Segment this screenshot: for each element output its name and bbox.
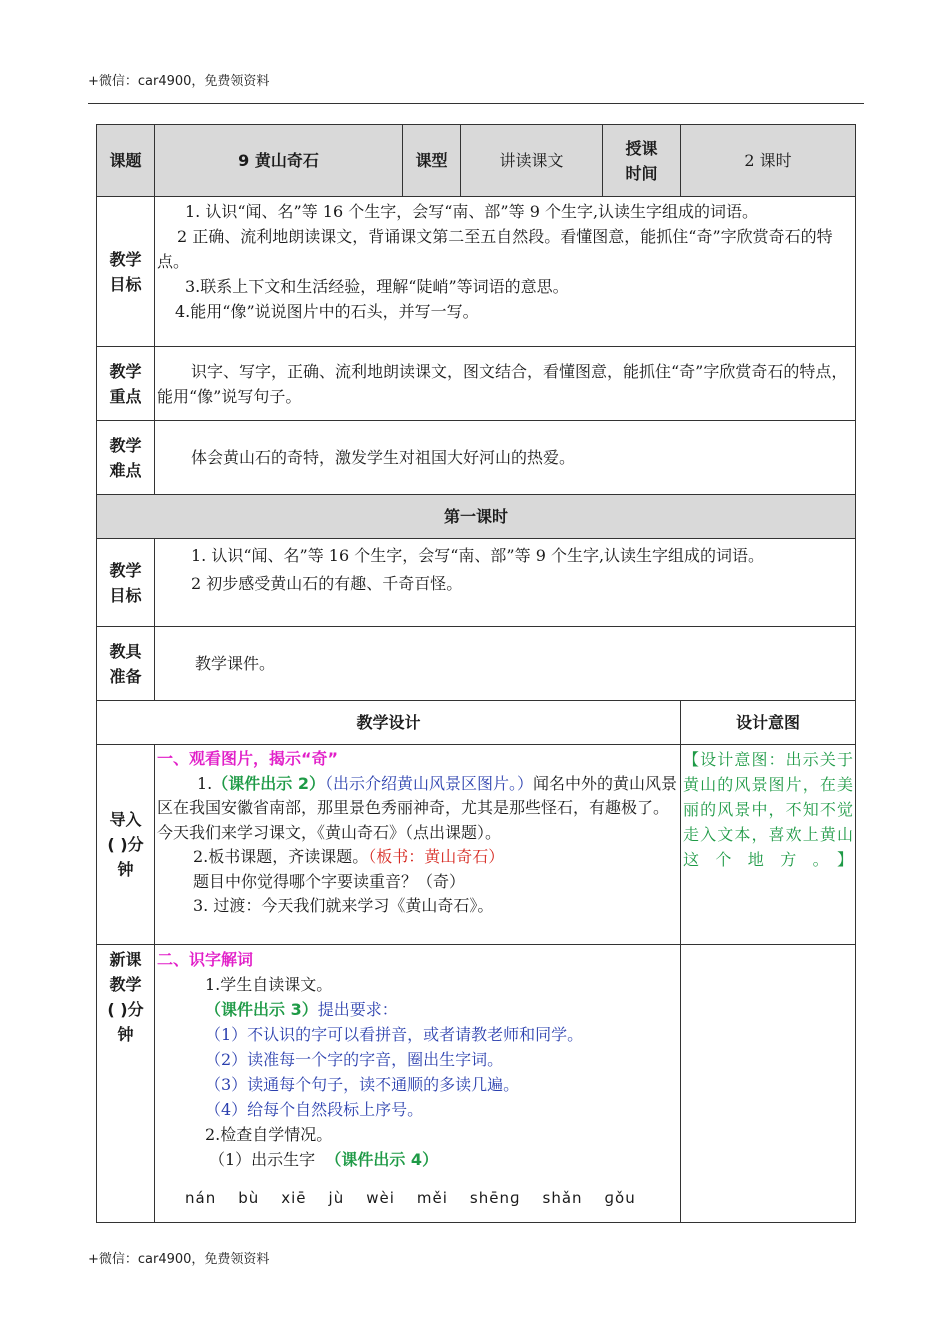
new-lesson-content	[155, 945, 681, 1223]
goals-label	[97, 197, 155, 347]
lesson1-goals-label-line1: 教学	[109, 560, 142, 580]
key-points-content	[155, 347, 856, 421]
intro-label-line3: 钟	[117, 860, 134, 879]
lesson1-goals-label	[97, 539, 155, 627]
intro-paragraph-2	[157, 845, 678, 870]
tools-label	[97, 627, 155, 701]
pinyin-item: bù	[238, 1189, 260, 1207]
new-lesson-label	[97, 945, 155, 1223]
key-points-text: 识字、写字，正确、流利地朗读课文，图文结合，看懂图意，能抓住“奇”字欣赏奇石的特点，能用“像”说写句子。	[157, 361, 848, 406]
pinyin-item: shǎn	[542, 1189, 583, 1207]
pinyin-item: ɡǒu	[604, 1189, 636, 1207]
new-lesson-step-2	[157, 997, 678, 1022]
requirement-item: （1）不认识的字可以看拼音，或者请教老师和同学。	[205, 1025, 584, 1044]
pinyin-row	[157, 1186, 678, 1211]
lesson1-goal-line: 2 初步感受黄山石的有趣、千奇百怪。	[191, 574, 463, 593]
new-lesson-label-line1: 新课	[109, 950, 142, 969]
difficulties-content	[155, 421, 856, 495]
requirement-item: （3）读通每个句子，读不通顺的多读几遍。	[205, 1075, 520, 1094]
page-footer-text: +微信：car4900，免费领资料	[88, 1252, 270, 1267]
lesson1-goal-line: 1. 认识“闻、名”等 16 个生字，会写“南、部”等 9 个生字,认读生字组成的词语。	[191, 546, 765, 565]
intro-content	[155, 745, 681, 945]
pinyin-item: jù	[328, 1189, 345, 1207]
goals-label-line2: 目标	[109, 274, 142, 294]
intro-label-line2: ( )分	[107, 835, 144, 854]
goal-line: 1. 认识“闻、名”等 16 个生字，会写“南、部”等 9 个生字,认读生字组成的词语。	[185, 202, 759, 221]
goal-line: 2 正确、流利地朗读课文，背诵课文第二至五自然段。看懂图意，能抓住“奇”字欣赏奇石的特点。	[157, 227, 833, 271]
intro-p1-blue: （出示介绍黄山风景区图片。）	[324, 773, 533, 793]
intro-row	[97, 745, 856, 945]
key-points-label	[97, 347, 155, 421]
goal-line: 3.联系上下文和生活经验，理解“陡峭”等词语的意思。	[185, 277, 569, 296]
intro-paragraph-3: 题目中你觉得哪个字要读重音？（奇）	[193, 871, 466, 891]
tools-label-line1: 教具	[109, 641, 142, 661]
difficulties-row	[97, 421, 856, 495]
tools-text: 教学课件。	[195, 654, 276, 673]
lesson1-goals-content	[155, 539, 856, 627]
type-label: 课型	[403, 125, 461, 197]
requirement-item: （4）给每个自然段标上序号。	[205, 1100, 424, 1119]
new-lesson-step-1: 1.学生自读课文。	[205, 975, 333, 994]
type-value: 讲读课文	[461, 125, 603, 197]
new-lesson-label-line3: ( )分	[107, 1000, 144, 1019]
intro-label-line1: 导入	[109, 810, 142, 829]
tools-label-line2: 准备	[109, 666, 142, 686]
lesson-plan-table	[96, 124, 856, 1223]
new-lesson-row	[97, 945, 856, 1223]
goal-line: 4.能用“像”说说图片中的石头，并写一写。	[175, 302, 479, 321]
new-lesson-step-3: 2.检查自学情况。	[205, 1125, 333, 1144]
intro-label	[97, 745, 155, 945]
tools-content	[155, 627, 856, 701]
tools-row	[97, 627, 856, 701]
goals-content	[155, 197, 856, 347]
key-points-label-line1: 教学	[109, 361, 142, 381]
intent-header: 设计意图	[681, 701, 856, 745]
goals-label-line1: 教学	[109, 249, 142, 269]
pinyin-item: měi	[416, 1189, 448, 1207]
time-label-line1: 授课	[625, 138, 658, 158]
new-lesson-label-line2: 教学	[109, 975, 142, 994]
time-label	[603, 125, 681, 197]
intro-p2-red: （板书：黄山奇石）	[368, 847, 505, 866]
new-lesson-step-4-text: （1）出示生字	[209, 1150, 316, 1169]
new-lesson-heading: 二、识字解词	[157, 950, 254, 969]
pinyin-item: wèi	[366, 1189, 395, 1207]
intro-paragraph-4: 3. 过渡：今天我们就来学习《黄山奇石》。	[193, 896, 494, 915]
new-lesson-intent	[681, 945, 856, 1223]
intro-p2-text: 2.板书课题，齐读课题。	[193, 847, 369, 866]
pinyin-item: xiē	[281, 1189, 307, 1207]
intro-intent: 【设计意图：出示关于黄山的风景图片，在美丽的风景中，不知不觉走入文本，喜欢上黄山这个地方。】	[681, 745, 856, 945]
difficulties-label-line1: 教学	[109, 435, 142, 455]
difficulties-text: 体会黄山石的奇特，激发学生对祖国大好河山的热爱。	[191, 448, 576, 467]
pinyin-item: shēnɡ	[469, 1189, 521, 1207]
new-lesson-step-2-text: 提出要求：	[317, 1000, 398, 1019]
intro-p1-num: 1.	[197, 773, 213, 793]
info-row	[97, 125, 856, 197]
lesson1-title: 第一课时	[97, 495, 856, 539]
lesson1-title-row	[97, 495, 856, 539]
new-lesson-label-line4: 钟	[117, 1025, 134, 1044]
key-points-row	[97, 347, 856, 421]
header-rule	[88, 103, 864, 104]
pinyin-item: nán	[185, 1189, 217, 1207]
goals-row	[97, 197, 856, 347]
requirement-item: （2）读准每一个字的字音，圈出生字词。	[205, 1050, 504, 1069]
topic-value: 9 黄山奇石	[155, 125, 403, 197]
difficulties-label	[97, 421, 155, 495]
difficulties-label-line2: 难点	[109, 460, 142, 480]
page-header-text: +微信：car4900，免费领资料	[88, 74, 270, 89]
topic-label: 课题	[97, 125, 155, 197]
new-lesson-courseware-3: （课件出示 3）	[205, 1000, 318, 1019]
lesson1-goals-label-line2: 目标	[109, 585, 142, 605]
new-lesson-step-4	[157, 1147, 678, 1172]
intro-heading: 一、观看图片，揭示“奇”	[157, 749, 339, 768]
key-points-label-line2: 重点	[109, 386, 142, 406]
intro-p1-rest: 闻名中外的黄山风景区在我国安徽省南部，那里景色秀丽神奇，尤其是那些怪石，有趣极了。今天我们来学习课文，《黄山奇石》（点出课题）。	[157, 773, 678, 842]
new-lesson-courseware-4: （课件出示 4）	[325, 1150, 439, 1169]
design-header-row	[97, 701, 856, 745]
intro-p1-courseware: （课件出示 2）	[212, 773, 325, 793]
design-header: 教学设计	[97, 701, 681, 745]
lesson1-goals-row	[97, 539, 856, 627]
intro-paragraph-1	[157, 772, 678, 846]
time-value: 2 课时	[681, 125, 856, 197]
time-label-line2: 时间	[625, 163, 658, 183]
